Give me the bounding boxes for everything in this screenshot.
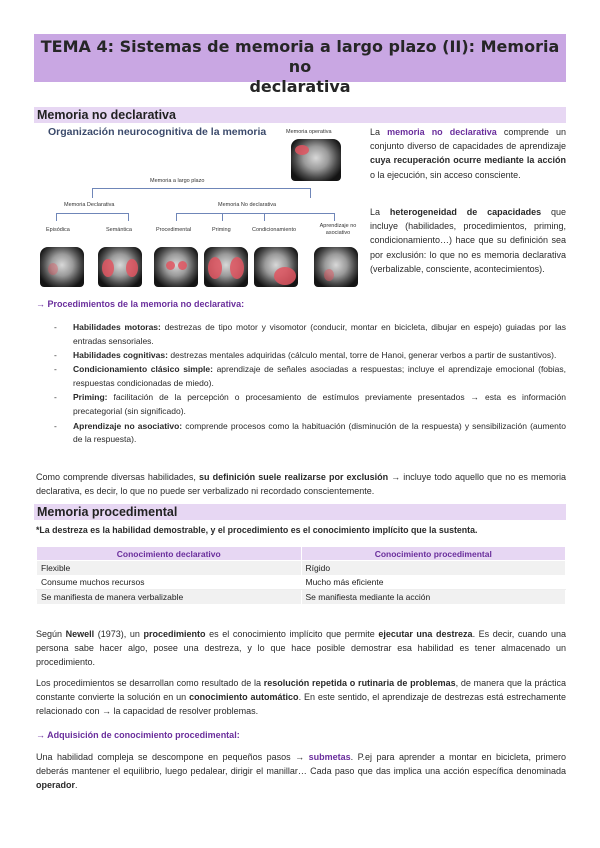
list-item: - Condicionamiento clásico simple: aprendizaje de señales asociadas a respuestas; incluye el aprendizaje emocional (fobias, respuestas condicionadas de miedo). (54, 363, 566, 391)
brain-image-aprendizaje (314, 247, 358, 287)
acquisition-heading: → Adquisición de conocimiento procedimental: (36, 730, 240, 740)
brain-image-procedimental (154, 247, 198, 287)
figure-label-operativa: Memoria operativa (286, 129, 332, 135)
table-row: Flexible Rígido (37, 561, 566, 576)
memory-organization-figure (36, 123, 366, 295)
paragraph-newell: Según Newell (1973), un procedimiento es el conocimiento implícito que permite ejecutar una destreza. Es decir, cuando una persona sabe hacer algo, posee una destreza, y lo que hace posible demostrar esa habilidad es tener almacenado un procedimiento. (36, 629, 567, 668)
paragraph-heterogeneidad: La heterogeneidad de capacidades que incluye (habilidades, procedimientos, priming, condicionamiento…) hace que su definición sea por exclusión: lo que no es memoria declarativa (verbalizable, consciente, acontecimientos). (370, 207, 566, 274)
page-title (34, 34, 566, 96)
paragraph-resolucion: Los procedimientos se desarrollan como resultado de la resolución repetida o rutinaria de problemas, de manera que la práctica constante convierte la solución en un conocimiento automático. En este sentido, el aprendizaje de destrezas está estrechamente relacionado con → la capacidad de resolver problemas. (36, 678, 567, 717)
table-row: Se manifiesta de manera verbalizable Se manifiesta mediante la acción (37, 590, 566, 605)
figure-label-semantica: Semántica (106, 227, 132, 233)
title-line-2: declarativa (249, 77, 351, 96)
section-heading-procedimental: Memoria procedimental (34, 504, 566, 520)
figure-title: Organización neurocognitiva de la memoria (48, 126, 267, 138)
figure-label-declarativa: Memoria Declarativa (64, 202, 115, 208)
paragraph-definicion: La memoria no declarativa comprende un conjunto diverso de capacidades de aprendizaje cuya recuperación ocurre mediante la acción o la ejecución, sin acceso consciente. (370, 127, 566, 180)
figure-label-no-declarativa: Memoria No declarativa (218, 202, 277, 208)
brain-image-priming (204, 247, 248, 287)
procedures-heading: → Procedimientos de la memoria no declarativa: (36, 299, 245, 309)
figure-label-largo-plazo: Memoria a largo plazo (150, 178, 205, 184)
list-item: - Aprendizaje no asociativo: comprende procesos como la habituación (disminución de la respuesta) y sensibilización (aumento de la respuesta). (54, 420, 566, 448)
destreza-note: *La destreza es la habilidad demostrable, y el procedimiento es el conocimiento implícito que la sustenta. (36, 525, 478, 535)
comparison-table (36, 546, 566, 605)
figure-label-condicionamiento: Condicionamiento (252, 227, 297, 233)
figure-label-episodica: Episódica (46, 227, 70, 233)
brain-image-semantica (98, 247, 142, 287)
list-item: - Habilidades motoras: destrezas de tipo motor y visomotor (conducir, montar en bicicleta, dibujar en espejo) guiadas por las entradas sensoriales. (54, 321, 566, 349)
figure-label-priming: Priming (212, 227, 231, 233)
title-line-1: TEMA 4: Sistemas de memoria a largo plazo (II): Memoria no (40, 37, 560, 76)
table-row: Consume muchos recursos Mucho más eficiente (37, 575, 566, 590)
procedures-list (54, 321, 566, 448)
paragraph-adquisicion: Una habilidad compleja se descompone en pequeños pasos → submetas. P.ej para aprender a montar en bicicleta, primero deberás mantener el equilibrio, luego pedalear, dirigir el manillar… Cada paso que das implica una acción específica denominada operador. (36, 752, 566, 791)
brain-image-episodica (40, 247, 84, 287)
paragraph-exclusion: Como comprende diversas habilidades, su definición suele realizarse por exclusión → incluye todo aquello que no es memoria declarativa, es decir, lo que no puede ser verbalizado ni recordado conscientemente. (36, 472, 566, 497)
brain-image-operativa (291, 139, 341, 181)
list-item: - Priming: facilitación de la percepción o procesamiento de estímulos previamente presentados → esta es información precategorial (sin significado). (54, 391, 566, 419)
list-item: - Habilidades cognitivas: destrezas mentales adquiridas (cálculo mental, torre de Hanoi, generar verbos a partir de sustantivos). (54, 349, 566, 363)
table-header-declarativo: Conocimiento declarativo (37, 547, 302, 561)
section-heading-no-declarativa: Memoria no declarativa (34, 107, 566, 123)
table-header-procedimental: Conocimiento procedimental (301, 547, 566, 561)
brain-image-condicionamiento (254, 247, 298, 287)
figure-label-aprendizaje: Aprendizaje no asociativo (319, 223, 357, 236)
figure-label-procedimental: Procedimental (156, 227, 192, 233)
